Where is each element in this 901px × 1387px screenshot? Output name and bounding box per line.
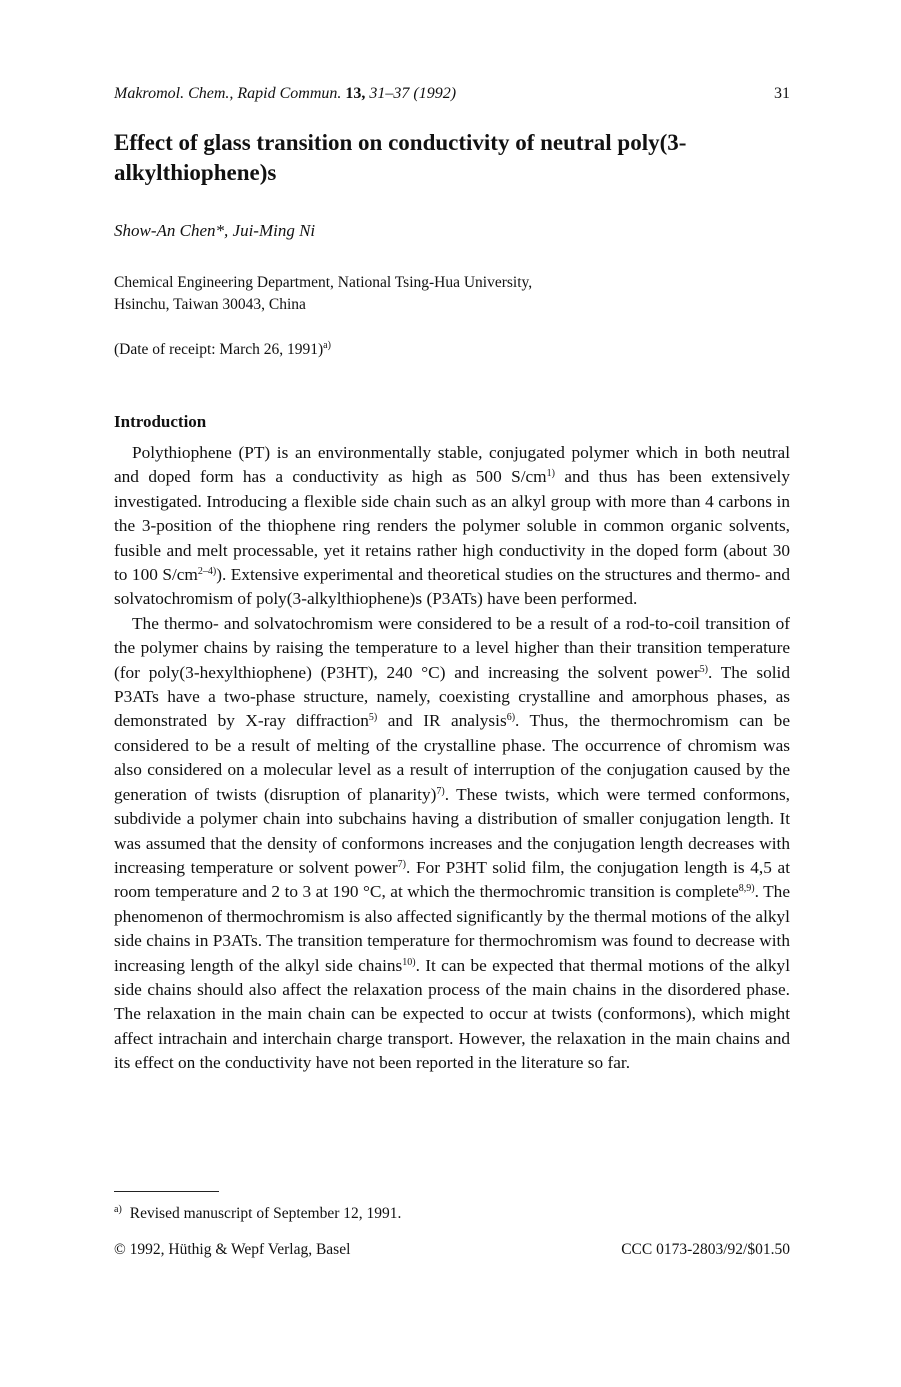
footnote: [114, 1200, 401, 1224]
journal-name: Makromol. Chem., Rapid Commun.: [114, 85, 342, 102]
text-run: ). Extensive experimental and theoretical studies on the structures and thermo- and solvatochromism of poly(3-alkylthiophene)s (P3ATs) have been performed.: [114, 565, 790, 609]
text-run: . For P3HT solid film, the conjugation length is 4,5 at room temperature and 2 to 3 at 190 °C, at which the thermochromic transition is complete: [114, 857, 790, 902]
journal-citation: [114, 85, 456, 102]
introduction-body: [114, 441, 790, 1076]
ccc-code: CCC 0173-2803/92/$01.50: [621, 1241, 790, 1258]
running-head: [114, 84, 790, 104]
copyright-notice: © 1992, Hüthig & Wepf Verlag, Basel: [114, 1241, 351, 1258]
reference-marker: 6): [506, 712, 516, 724]
page-number: 31: [774, 85, 790, 102]
text-run: The thermo- and solvatochromism were considered to be a result of a rod-to-coil transition of the polymer chains by raising the temperature to a level higher than their transition temperature (for poly(3-hexylthiophene) (P3HT), 240 °C) and increasing the solvent power: [114, 613, 790, 682]
footnote-text: Revised manuscript of September 12, 1991.: [129, 1205, 402, 1222]
reference-marker: 7): [397, 858, 406, 870]
reference-marker: 1): [546, 468, 555, 480]
section-heading-introduction: Introduction: [114, 412, 207, 431]
text-run: . Thus, the thermochromism can be considered to be a result of melting of the crystalline phase. The occurrence of chromism was also considered on a molecular level as a result of interruption of the conjugation caused by the generation of twists (disruption of planarity): [114, 711, 790, 804]
text-run: and thus has been extensively investigated. Introducing a flexible side chain such as an alkyl group with more than 4 carbons in the 3-position of the thiophene ring renders the polymer soluble in common organic solvents, fusible and melt processable, yet it retains rather high conductivity in the doped form (about 30 to 100 S/cm: [114, 467, 790, 585]
affiliation-line-2: Hsinchu, Taiwan 30043, China: [114, 296, 306, 313]
reference-marker: 5): [699, 663, 708, 675]
authors: Show-An Chen*, Jui-Ming Ni: [114, 221, 316, 240]
reference-marker: 7): [436, 785, 445, 797]
paragraph-1: [114, 441, 790, 612]
reference-marker: 2–4): [197, 566, 217, 578]
text-run: . It can be expected that thermal motions of the alkyl side chains should also affect the relaxation process of the main chains in the disordered phase. The relaxation in the main chain can be expected to occur at twists (conformons), which might affect intrachain and interchain charge transport. However, the relaxation in the main chains and its effect on the conductivity have not been reported in the literature so far.: [114, 955, 790, 1073]
receipt-footnote-marker: a): [323, 340, 331, 351]
text-run: and IR analysis: [377, 711, 507, 731]
footnote-label: a): [114, 1204, 122, 1215]
reference-marker: 5): [368, 712, 378, 724]
reference-marker: 8,9): [738, 883, 755, 895]
footnote-divider: [114, 1191, 219, 1192]
journal-pages-year: 31–37 (1992): [369, 85, 457, 102]
receipt-text: (Date of receipt: March 26, 1991): [114, 341, 324, 358]
affiliation-line-1: Chemical Engineering Department, National Tsing-Hua University,: [114, 274, 533, 291]
paragraph-2: [114, 612, 790, 1076]
text-run: . These twists, which were termed conformons, subdivide a polymer chain into subchains having a distribution of smaller conjugation length. It was assumed that the density of conformons increases and the conjugation length decreases with increasing temperature or solvent power: [114, 784, 790, 877]
journal-volume: 13,: [345, 85, 366, 102]
text-run: . The phenomenon of thermochromism is also affected significantly by the thermal motions of the alkyl side chains in P3ATs. The transition temperature for thermochromism was found to decrease with increasing length of the alkyl side chains: [114, 882, 790, 975]
text-run: Polythiophene (PT) is an environmentally stable, conjugated polymer which in both neutral and doped form has a conductivity as high as 500 S/cm: [114, 443, 790, 487]
affiliation: [114, 272, 532, 316]
reference-marker: 10): [402, 956, 416, 968]
text-run: . The solid P3ATs have a two-phase structure, namely, coexisting crystalline and amorphous phases, as demonstrated by X-ray diffraction: [114, 662, 790, 731]
article-title: Effect of glass transition on conductivity of neutral poly(3-alkylthiophene)s: [114, 130, 687, 185]
date-of-receipt: [114, 340, 331, 360]
